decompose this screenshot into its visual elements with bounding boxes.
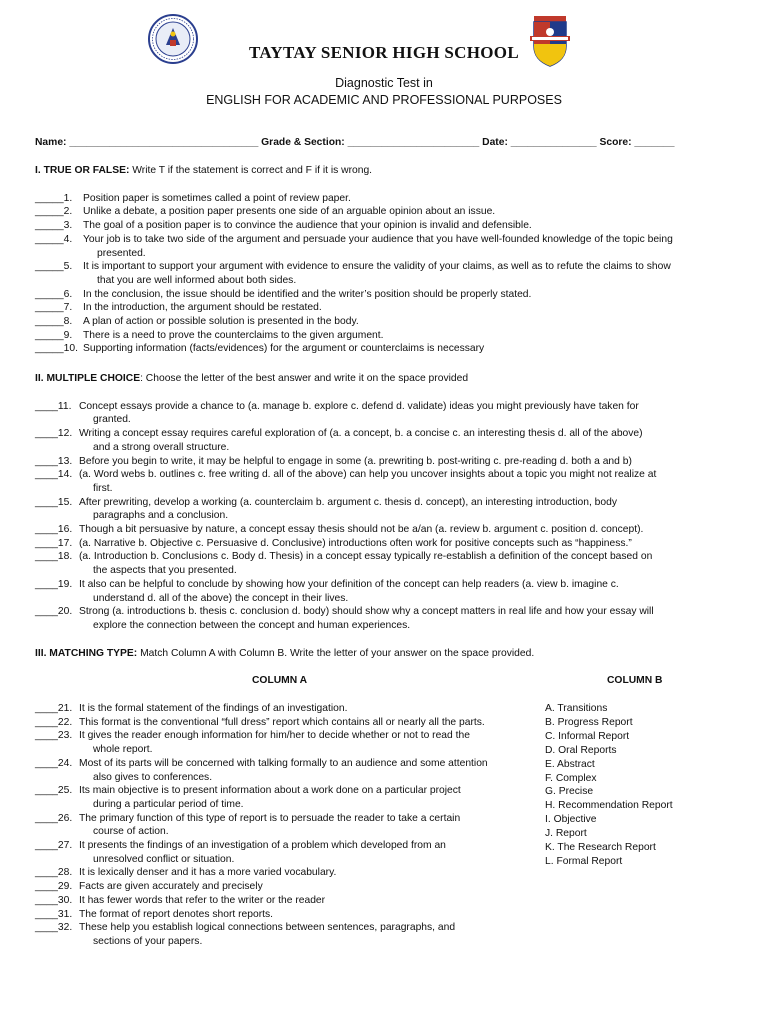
answer-blank[interactable]: _____5. [35,261,73,273]
question-item [35,342,735,356]
question-text: Strong (a. introductions b. thesis c. conclusion d. body) should show why a concept matters in real life and how your essay will [79,606,654,618]
question-text: It also can be helpful to conclude by showing how your definition of the concept can help readers (a. view b. imagine c. [79,578,619,590]
question-item [35,205,735,219]
question-item [35,729,549,756]
answer-blank[interactable]: ____19. [35,578,73,590]
question-text-continued: sections of your papers. [93,935,203,947]
question-item [35,192,735,206]
question-item [35,880,549,894]
answer-blank[interactable]: ____28. [35,867,73,879]
column-b-title: COLUMN B [607,675,663,686]
question-text: Though a bit persuasive by nature, a concept essay thesis should not be a/an (a. review b. argument c. position d. concept). [79,524,644,536]
question-text: Facts are given accurately and precisely [79,881,263,893]
question-text-continued: during a particular period of time. [93,798,244,810]
question-text: It is important to support your argument with evidence to ensure the validity of your claims, as well as to refute the claims to show [83,261,671,273]
section-label: II. MULTIPLE CHOICE [35,373,141,384]
answer-blank[interactable]: _____7. [35,302,73,314]
answer-blank[interactable]: ____31. [35,908,73,920]
question-text: The format of report denotes short reports. [79,908,274,920]
column-b-option: I. Objective [545,814,597,826]
column-b-list [545,702,673,869]
question-text-continued: paragraphs and a conclusion. [93,510,229,522]
section-label: III. MATCHING TYPE: [35,648,138,659]
answer-blank[interactable]: _____10. [35,343,78,355]
question-item [35,894,549,908]
question-text: A plan of action or possible solution is presented in the body. [83,316,359,328]
question-item [35,866,549,880]
section-instruction: Write T if the statement is correct and F if it is wrong. [129,165,373,176]
question-text: It is the formal statement of the findings of an investigation. [79,703,348,714]
question-item [35,578,735,605]
column-b-option: G. Precise [545,786,594,798]
question-item [35,921,549,948]
question-item [35,468,735,495]
question-text: Most of its parts will be concerned with talking formally to an audience and some attention [79,757,488,769]
question-item [35,219,735,233]
question-item [35,523,735,537]
section-heading [35,647,735,661]
question-text: It has fewer words that refer to the writer or the reader [79,894,326,906]
multiple-choice-list [35,400,735,633]
answer-blank[interactable]: ____32. [35,922,73,934]
question-text-continued: understand d. all of the above) the concept in their lives. [93,592,349,604]
question-item [35,496,735,523]
question-text-continued: explore the connection between the concept and human experiences. [93,619,411,631]
column-b-option: E. Abstract [545,758,595,770]
answer-blank[interactable]: _____6. [35,288,73,300]
question-item [35,784,549,811]
answer-blank[interactable]: ____20. [35,606,73,618]
question-text: Unlike a debate, a position paper presents one side of an arguable opinion about an issue. [83,206,496,218]
question-text: These help you establish logical connections between sentences, paragraphs, and [79,922,456,934]
answer-blank[interactable]: ____17. [35,537,73,549]
question-text-continued: whole report. [93,744,153,756]
question-text: Your job is to take two side of the argument and persuade your audience that you have well-founded knowledge of the topic being [83,233,673,245]
question-item [35,301,735,315]
question-text-continued: also gives to conferences. [93,771,213,783]
question-text: The goal of a position paper is to convince the audience that your opinion is invalid and defensible. [83,220,532,232]
true-false-list [35,192,735,356]
answer-blank[interactable]: ____15. [35,496,73,508]
answer-blank[interactable]: ____29. [35,881,73,893]
column-b-option: H. Recommendation Report [545,800,673,812]
header [0,14,768,66]
question-item [35,716,549,730]
true-false-section [35,164,735,356]
answer-blank[interactable]: _____4. [35,233,73,245]
question-item [35,812,549,839]
answer-blank[interactable]: ____14. [35,469,73,481]
question-text: (a. Word webs b. outlines c. free writing d. all of the above) can help you uncover insights about a topic you might not realize at [79,469,657,481]
question-text-continued: presented. [97,247,146,259]
section-instruction: Match Column A with Column B. Write the letter of your answer on the space provided. [137,648,535,659]
question-text: In the introduction, the argument should be restated. [83,302,322,314]
answer-blank[interactable]: ____11. [35,400,72,412]
question-text: Before you begin to write, it may be helpful to engage in some (a. prewriting b. post-writing c. pre-reading d. both a and b) [79,455,632,467]
question-text: The primary function of this type of report is to persuade the reader to take a certain [79,812,461,824]
answer-blank[interactable]: ____16. [35,524,73,536]
question-item [35,455,735,469]
question-text: This format is the conventional “full dress” report which contains all or nearly all the parts. [79,716,485,728]
answer-blank[interactable]: _____3. [35,220,73,232]
question-item [35,260,735,287]
answer-blank[interactable]: ____12. [35,428,73,440]
school-logo-icon [528,14,572,68]
question-item [35,537,735,551]
column-b-option: C. Informal Report [545,730,630,742]
question-item [35,400,735,427]
answer-blank[interactable]: ____24. [35,757,73,769]
question-item [35,427,735,454]
answer-blank[interactable]: ____13. [35,455,73,467]
question-text-continued: the aspects that you presented. [93,565,237,577]
question-text: It gives the reader enough information for him/her to decide whether or not to read the [79,730,470,742]
question-text: (a. Introduction b. Conclusions c. Body d. Thesis) in a concept essay typically re-establish a definition of the concept based on [79,551,653,563]
column-a-list [35,702,535,949]
column-b-option: L. Formal Report [545,855,623,867]
question-item [35,329,735,343]
answer-blank[interactable]: ____22. [35,716,73,728]
answer-blank[interactable]: ____27. [35,840,73,852]
section-instruction: : Choose the letter of the best answer and write it on the space provided [140,373,469,384]
answer-blank[interactable]: ____23. [35,730,73,742]
question-item [35,550,735,577]
question-item [35,702,549,716]
question-text: It presents the findings of an investigation of a problem which developed from an [79,840,446,852]
answer-blank[interactable]: _____9. [35,329,73,341]
question-text: Supporting information (facts/evidences) for the argument or counterclaims is necessary [83,343,485,355]
question-item [35,233,735,260]
question-item [35,757,549,784]
question-item [35,605,735,632]
answer-blank[interactable]: ____26. [35,812,73,824]
column-a-title: COLUMN A [252,675,308,686]
matching-type-section [35,647,735,661]
question-text: After prewriting, develop a working (a. counterclaim b. argument c. thesis d. concept), an interesting introduction, body [79,496,618,508]
multiple-choice-section [35,372,735,633]
column-b-option: A. Transitions [545,703,608,714]
column-b-option: K. The Research Report [545,842,656,854]
section-heading [35,164,735,178]
column-b-option: J. Report [545,828,587,840]
question-item [35,839,549,866]
question-item [35,288,735,302]
question-item [35,315,735,329]
question-text-continued: and a strong overall structure. [93,441,230,453]
title-line-2: ENGLISH FOR ACADEMIC AND PROFESSIONAL PURPOSES [206,93,562,107]
question-text: In the conclusion, the issue should be identified and the writer’s position should be properly stated. [83,288,532,300]
question-text: It is lexically denser and it has a more varied vocabulary. [79,867,337,879]
question-text-continued: first. [93,482,113,494]
answer-blank[interactable]: ____30. [35,894,73,906]
question-text-continued: granted. [93,414,131,426]
school-name: TAYTAY SENIOR HIGH SCHOOL [249,43,519,62]
section-label: I. TRUE OR FALSE: [35,165,130,176]
answer-blank[interactable]: _____1. [35,192,73,204]
question-text-continued: that you are well informed about both sides. [97,274,297,286]
question-text: (a. Narrative b. Objective c. Persuasive d. Conclusive) introductions often work for positive concepts such as “happiness.” [79,537,632,549]
answer-blank[interactable]: _____2. [35,206,73,218]
column-b-option: D. Oral Reports [545,744,617,756]
question-item [35,908,549,922]
column-b-option: B. Progress Report [545,716,633,728]
question-text: There is a need to prove the counterclaims to the given argument. [83,329,384,341]
answer-blank[interactable]: ____21. [35,703,73,714]
question-text: Concept essays provide a chance to (a. manage b. explore c. defend d. validate) ideas you might previously have taken for [79,400,639,412]
answer-blank[interactable]: ____25. [35,785,73,797]
section-heading [35,372,735,386]
question-text: Position paper is sometimes called a point of review paper. [83,192,351,204]
column-b-option: F. Complex [545,772,597,784]
answer-blank[interactable]: _____8. [35,316,73,328]
question-text: Writing a concept essay requires careful exploration of (a. a concept, b. a concise c. an interesting thesis d. all of the above) [79,428,643,440]
question-text-continued: course of action. [93,826,169,838]
answer-blank[interactable]: ____18. [35,551,73,563]
question-text-continued: unresolved conflict or situation. [93,853,235,865]
title-line-1: Diagnostic Test in [335,76,433,90]
student-info-line[interactable]: Name: _________________________________ Grade & Section: _______________________ Date: _______________ Score: _______ [35,137,675,148]
question-text: Its main objective is to present information about a work done on a particular project [79,785,461,797]
